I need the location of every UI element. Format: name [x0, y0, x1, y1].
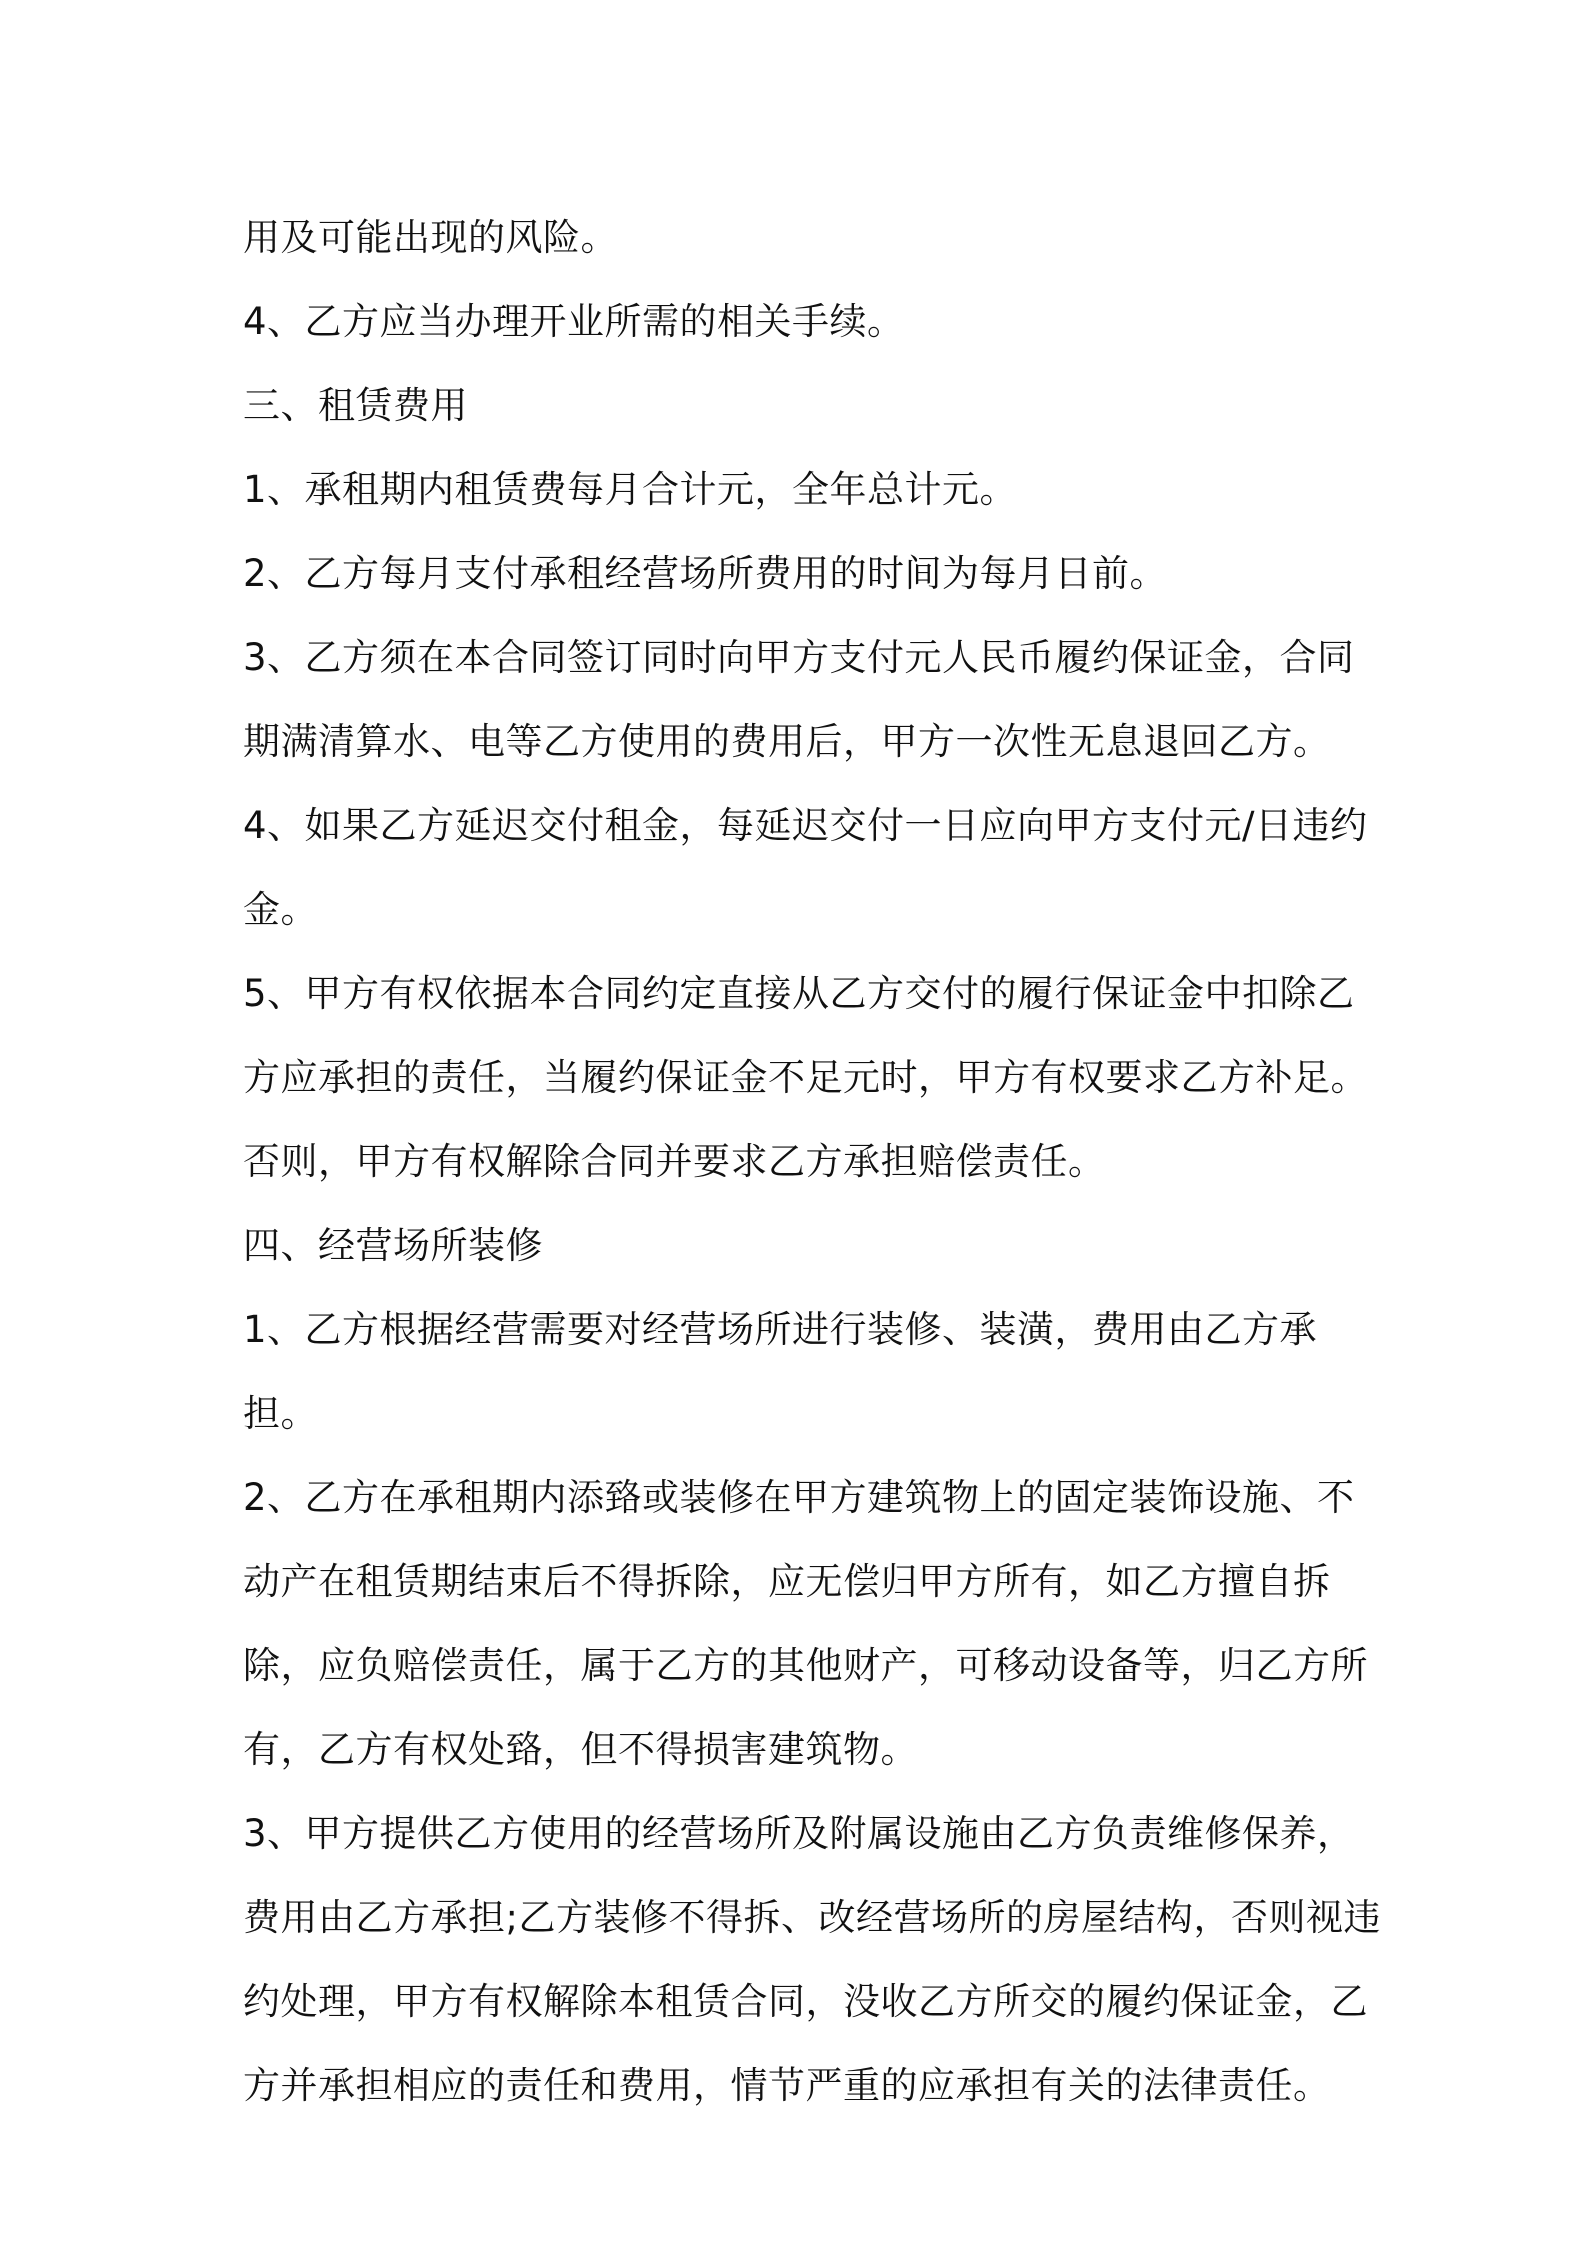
clause-3-2-payment-date: 2、乙方每月支付承租经营场所费用的时间为每月日前。: [243, 552, 1168, 595]
clause-4-3-maintenance: 3、甲方提供乙方使用的经营场所及附属设施由乙方负责维修保养，费用由乙方承担;乙方装修不得拆、改经营场所的房屋结构，否则视违约处理，甲方有权解除本租赁合同，没收乙方所交的履约保证金，乙方并承担相应的责任和费用，情节严重的应承担有关的法律责任。: [243, 1812, 1381, 2107]
clause-3-3-deposit: 3、乙方须在本合同签订同时向甲方支付元人民币履约保证金，合同期满清算水、电等乙方使用的费用后，甲方一次性无息退回乙方。: [243, 636, 1355, 763]
clause-4-2-fixed-fixtures: 2、乙方在承租期内添臵或装修在甲方建筑物上的固定装饰设施、不动产在租赁期结束后不得拆除，应无偿归甲方所有，如乙方擅自拆除，应负赔偿责任，属于乙方的其他财产，可移动设备等，归乙方所有，乙方有权处臵，但不得损害建筑物。: [243, 1476, 1368, 1771]
clause-3-5-deposit-deduction: 5、甲方有权依据本合同约定直接从乙方交付的履行保证金中扣除乙方应承担的责任，当履约保证金不足元时，甲方有权要求乙方补足。否则，甲方有权解除合同并要求乙方承担赔偿责任。: [243, 972, 1368, 1183]
section-heading-rental-fees: 三、租赁费用: [243, 384, 468, 427]
clause-3-4-late-penalty: 4、如果乙方延迟交付租金，每延迟交付一日应向甲方支付元/日违约金。: [243, 804, 1368, 931]
clause-3-1-monthly-rent: 1、承租期内租赁费每月合计元，全年总计元。: [243, 468, 1018, 511]
paragraph-risk-continuation: 用及可能出现的风险。: [243, 216, 618, 259]
clause-4-1-renovation-costs: 1、乙方根据经营需要对经营场所进行装修、装潢，费用由乙方承担。: [243, 1308, 1318, 1435]
clause-2-4-permits: 4、乙方应当办理开业所需的相关手续。: [243, 300, 905, 343]
section-heading-renovation: 四、经营场所装修: [243, 1224, 543, 1267]
document-body: [243, 196, 1383, 2128]
